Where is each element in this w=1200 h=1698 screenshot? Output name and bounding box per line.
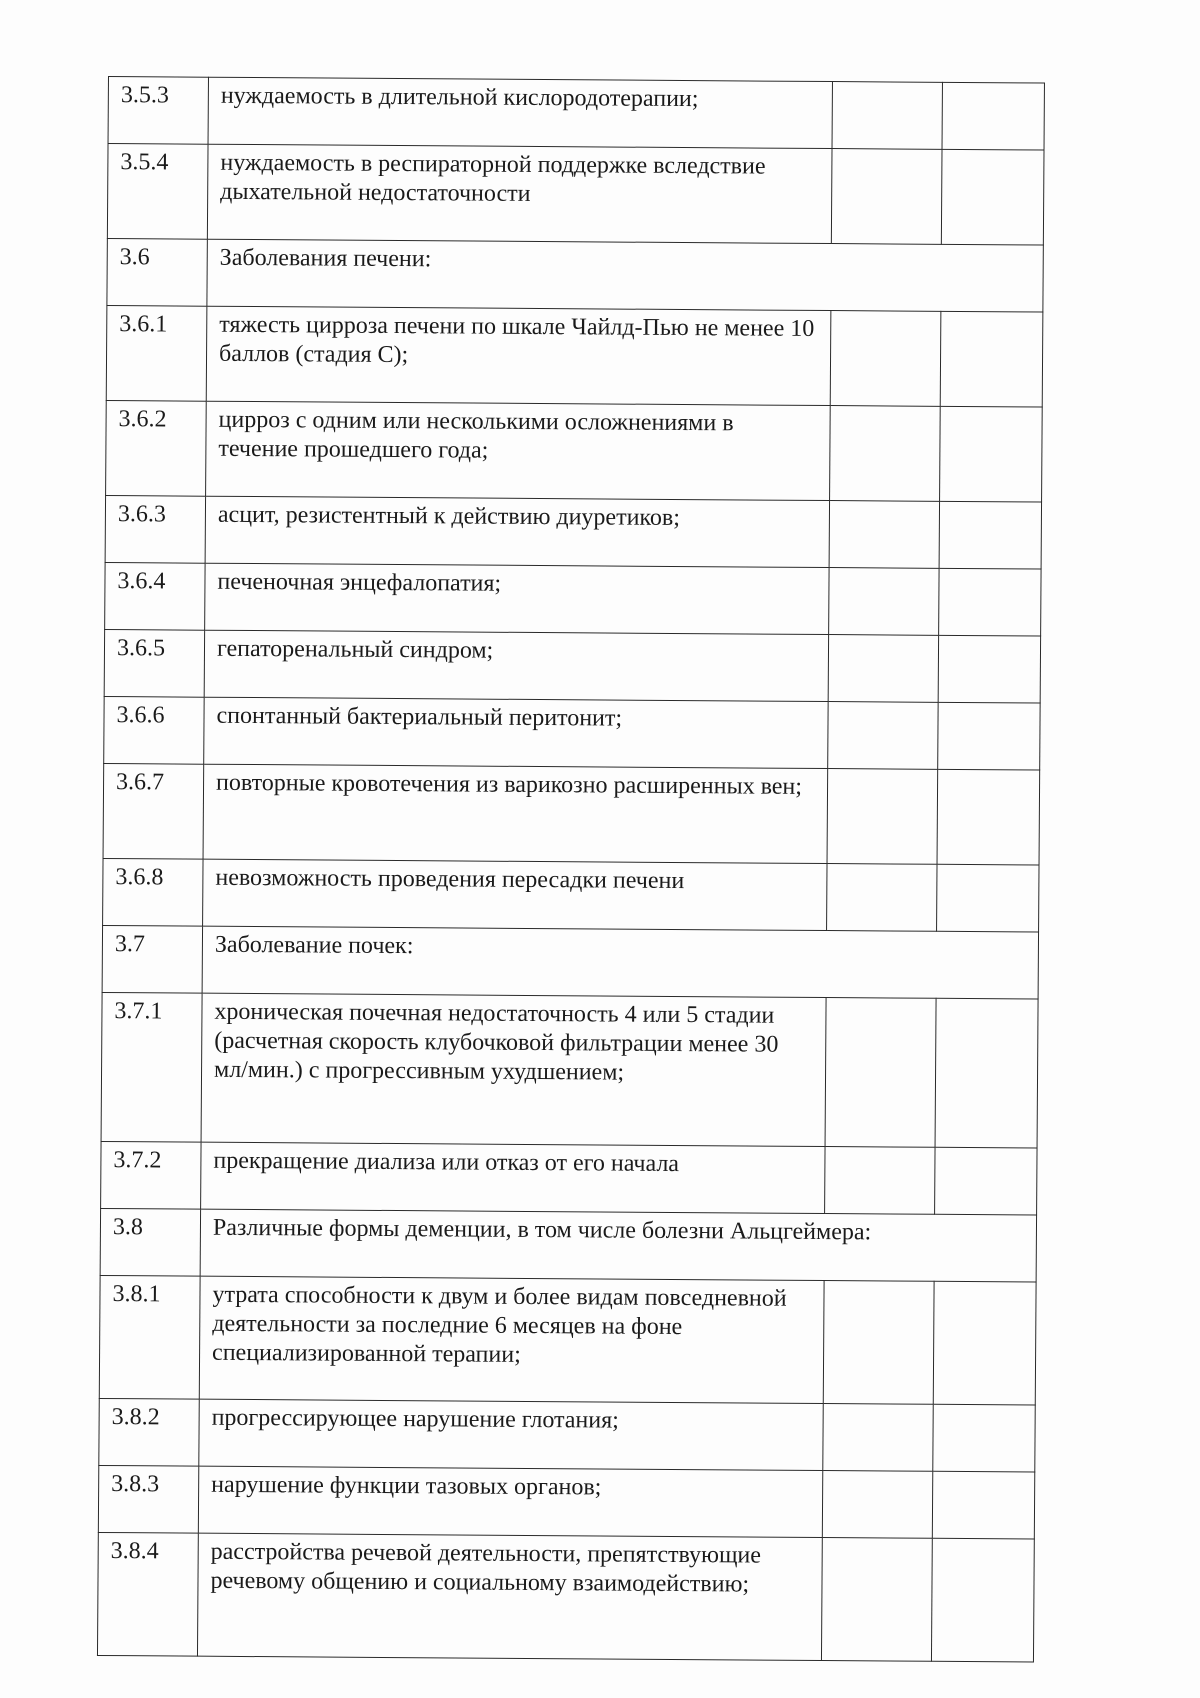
row-number: 3.6: [107, 238, 207, 306]
criterion-text: тяжесть цирроза печени по шкале Чайлд-Пью не менее 10 баллов (стадия C);: [206, 306, 831, 405]
answer-cell-no: [933, 1404, 1035, 1472]
section-heading: Заболевания печени:: [207, 239, 1043, 312]
criterion-text: нуждаемость в длительной кислородотерапии;: [208, 77, 832, 148]
table-row: [103, 858, 1039, 932]
row-number: 3.6.3: [105, 495, 205, 563]
criterion-text: утрата способности к двум и более видам повседневной деятельности за последние 6 месяцев на фоне специализированной терапии;: [199, 1276, 824, 1403]
answer-cell-yes: [821, 1538, 932, 1662]
criterion-text: нарушение функции тазовых органов;: [198, 1466, 822, 1537]
table-row: [106, 400, 1043, 502]
row-number: 3.5.4: [107, 144, 208, 240]
table-row: [101, 1141, 1037, 1215]
section-row: [107, 238, 1043, 312]
table-row: [99, 1398, 1035, 1472]
table-row: [105, 495, 1041, 569]
table-row: [101, 992, 1038, 1148]
answer-cell-yes: [828, 635, 938, 703]
answer-cell-no: [938, 635, 1040, 703]
answer-cell-no: [939, 568, 1041, 636]
answer-cell-yes: [830, 406, 941, 502]
answer-cell-yes: [832, 82, 942, 150]
answer-cell-no: [932, 1471, 1034, 1539]
criteria-table-body: [97, 77, 1044, 1662]
table-row: [107, 144, 1044, 246]
criterion-text: цирроз с одним или несколькими осложнениями в течение прошедшего года;: [206, 401, 831, 500]
answer-cell-no: [935, 998, 1038, 1148]
answer-cell-no: [941, 149, 1044, 245]
criterion-text: хроническая почечная недостаточность 4 или 5 стадии (расчетная скорость клубочковой фильтрации менее 30 мл/мин.) с прогрессивным ухудшением;: [201, 993, 826, 1146]
row-number: 3.6.8: [103, 858, 203, 926]
criterion-text: печеночная энцефалопатия;: [205, 563, 829, 634]
answer-cell-no: [938, 702, 1040, 770]
row-number: 3.7: [102, 925, 202, 993]
table-row: [98, 1465, 1034, 1539]
criteria-table: [97, 76, 1045, 1663]
answer-cell-no: [937, 769, 1040, 865]
answer-cell-yes: [825, 998, 936, 1148]
section-row: [102, 925, 1038, 999]
table-row: [103, 763, 1040, 865]
row-number: 3.8.3: [98, 1465, 198, 1533]
answer-cell-yes: [830, 311, 941, 407]
table-row: [97, 1532, 1034, 1662]
answer-cell-no: [937, 864, 1039, 932]
table-row: [104, 696, 1040, 770]
row-number: 3.6.7: [103, 763, 204, 859]
row-number: 3.6.4: [105, 562, 205, 630]
criterion-text: гепаторенальный синдром;: [204, 630, 828, 701]
criterion-text: невозможность проведения пересадки печени: [203, 859, 827, 930]
table-row: [104, 629, 1040, 703]
answer-cell-yes: [827, 769, 938, 865]
criterion-text: прекращение диализа или отказ от его начала: [201, 1142, 825, 1213]
answer-cell-yes: [823, 1404, 933, 1472]
row-number: 3.5.3: [108, 77, 208, 145]
criterion-text: расстройства речевой деятельности, препятствующие речевому общению и социальному взаимодействию;: [197, 1533, 822, 1660]
answer-cell-yes: [823, 1281, 934, 1405]
section-heading: Различные формы деменции, в том числе болезни Альцгеймера:: [200, 1209, 1036, 1282]
criterion-text: асцит, резистентный к действию диуретиков;: [205, 496, 829, 567]
answer-cell-yes: [825, 1147, 935, 1215]
row-number: 3.8.4: [97, 1532, 198, 1656]
answer-cell-no: [931, 1538, 1034, 1662]
answer-cell-no: [942, 82, 1044, 150]
answer-cell-no: [935, 1147, 1037, 1215]
row-number: 3.8: [100, 1208, 200, 1276]
criterion-text: нуждаемость в респираторной поддержке вследствие дыхательной недостаточности: [207, 144, 832, 243]
section-row: [100, 1208, 1036, 1282]
answer-cell-yes: [822, 1471, 932, 1539]
answer-cell-yes: [831, 149, 942, 245]
table-row: [99, 1275, 1036, 1405]
answer-cell-no: [940, 406, 1043, 502]
answer-cell-yes: [829, 568, 939, 636]
row-number: 3.6.1: [106, 305, 207, 401]
answer-cell-no: [933, 1281, 1036, 1405]
table-row: [105, 562, 1041, 636]
table-row: [106, 305, 1043, 407]
answer-cell-no: [939, 501, 1041, 569]
row-number: 3.7.2: [101, 1141, 201, 1209]
answer-cell-yes: [828, 702, 938, 770]
row-number: 3.6.5: [104, 629, 204, 697]
row-number: 3.7.1: [101, 992, 202, 1142]
answer-cell-no: [940, 311, 1043, 407]
criterion-text: спонтанный бактериальный перитонит;: [204, 697, 828, 768]
answer-cell-yes: [827, 864, 937, 932]
criterion-text: прогрессирующее нарушение глотания;: [199, 1399, 823, 1470]
row-number: 3.8.1: [99, 1275, 200, 1399]
answer-cell-yes: [829, 501, 939, 569]
table-row: [108, 77, 1044, 151]
row-number: 3.6.6: [104, 696, 204, 764]
row-number: 3.6.2: [106, 400, 207, 496]
row-number: 3.8.2: [99, 1398, 199, 1466]
criterion-text: повторные кровотечения из варикозно расширенных вен;: [203, 764, 828, 863]
section-heading: Заболевание почек:: [202, 926, 1038, 999]
